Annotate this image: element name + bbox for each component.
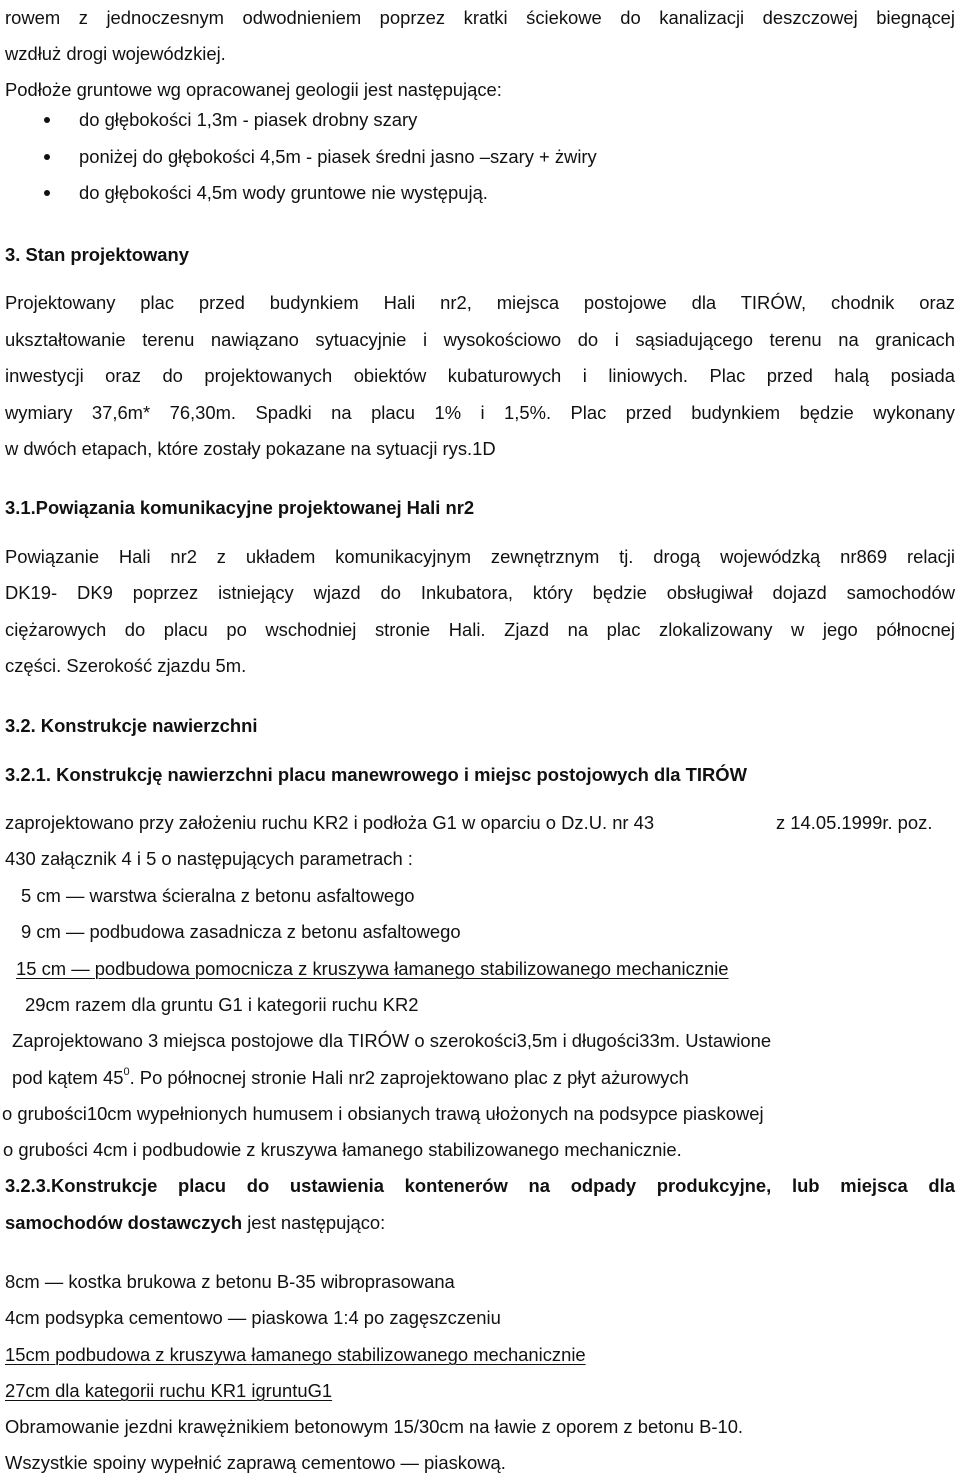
section-3-para-line: inwestycji oraz do projektowanych obiektów kubaturowych i liniowych. Plac przed halą posiada xyxy=(5,365,955,386)
section-3-2-3-heading: 3.2.3.Konstrukcje placu do ustawienia kontenerów na odpady produkcyjne, lub miejsca dla xyxy=(5,1175,955,1196)
layer-item: 5 cm — warstwa ścieralna z betonu asfaltowego xyxy=(21,885,415,906)
section-3-2-1-text-1: Zaprojektowano 3 miejsca postojowe dla TIRÓW o szerokości3,5m i długości33m. Ustawione xyxy=(12,1030,772,1051)
bullet-item: poniżej do głębokości 4,5m - piasek średni jasno –szary + żwiry xyxy=(79,146,597,167)
layer-item: 4cm podsypka cementowo — piaskowa 1:4 po zagęszczeniu xyxy=(5,1307,501,1328)
section-3-2-3-text-1: Obramowanie jezdni krawężnikiem betonowym 15/30cm na ławie z oporem z betonu B-10. xyxy=(5,1416,744,1437)
section-3-heading: 3. Stan projektowany xyxy=(5,244,189,265)
section-3-para-line: wymiary 37,6m* 76,30m. Spadki na placu 1% i 1,5%. Plac przed budynkiem będzie wykonany xyxy=(5,402,955,423)
section-3-1-heading: 3.1.Powiązania komunikacyjne projektowanej Hali nr2 xyxy=(5,497,475,518)
section-3-2-1-text-4: o grubości 4cm i podbudowie z kruszywa łamanego stabilizowanego mechanicznie. xyxy=(3,1139,682,1160)
section-3-2-1-text-2: pod kątem $45^0$. Po północnej stronie Hali nr2 zaprojektowano plac z płyt ażurowych xyxy=(12,1066,689,1088)
section-3-1-para-line: Powiązanie Hali nr2 z układem komunikacyjnym zewnętrznym tj. drogą wojewódzką nr869 relacji xyxy=(5,546,955,567)
layer-item: 15cm podbudowa z kruszywa łamanego stabilizowanego mechanicznie xyxy=(5,1344,586,1365)
layer-total: 27cm dla kategorii ruchu KR1 igruntuG1 xyxy=(5,1380,333,1401)
intro-line-3: Podłoże gruntowe wg opracowanej geologii jest następujące: xyxy=(5,79,502,100)
section-3-para-line: ukształtowanie terenu nawiązano sytuacyjnie i wysokościowo do i sąsiadującego terenu na granicach xyxy=(5,329,955,350)
section-3-1-para-line: części. Szerokość zjazdu 5m. xyxy=(5,655,247,676)
bullet-dot xyxy=(44,190,50,196)
layer-total: 29cm razem dla gruntu G1 i kategorii ruchu KR2 xyxy=(25,994,419,1015)
bullet-item: do głębokości 4,5m wody gruntowe nie występują. xyxy=(79,182,488,203)
intro-line-2: wzdłuż drogi wojewódzkiej. xyxy=(5,43,226,64)
section-3-para-line: w dwóch etapach, które zostały pokazane na sytuacji rys.1D xyxy=(5,438,496,459)
section-3-2-3-heading-line-2: samochodów dostawczych jest następująco: xyxy=(5,1212,386,1233)
section-3-2-heading: 3.2. Konstrukcje nawierzchni xyxy=(5,715,258,736)
section-3-2-1-line-2: 430 załącznik 4 i 5 o następujących parametrach : xyxy=(5,848,413,869)
bullet-dot xyxy=(44,117,50,123)
bullet-item: do głębokości 1,3m - piasek drobny szary xyxy=(79,109,418,130)
intro-line-1: rowem z jednoczesnym odwodnieniem poprzez kratki ściekowe do kanalizacji deszczowej biegnącej xyxy=(5,7,955,28)
section-3-para-line: Projektowany plac przed budynkiem Hali nr2, miejsca postojowe dla TIRÓW, chodnik oraz xyxy=(5,292,955,313)
section-3-1-para-line: DK19- DK9 poprzez istniejący wjazd do Inkubatora, który będzie obsługiwał dojazd samochodów xyxy=(5,582,955,603)
section-3-2-1-line-1a: zaprojektowano przy założeniu ruchu KR2 i podłoża G1 w oparciu o Dz.U. nr 43 xyxy=(5,812,655,833)
section-3-2-1-line-1b: z 14.05.1999r. poz. xyxy=(776,812,933,833)
section-3-2-3-text-2: Wszystkie spoiny wypełnić zaprawą cementowo — piaskową. xyxy=(5,1452,506,1473)
layer-item: 15 cm — podbudowa pomocnicza z kruszywa łamanego stabilizowanego mechanicznie xyxy=(16,958,729,979)
layer-item: 9 cm — podbudowa zasadnicza z betonu asfaltowego xyxy=(21,921,461,942)
section-3-1-para-line: ciężarowych do placu po wschodniej stronie Hali. Zjazd na plac zlokalizowany w jego północnej xyxy=(5,619,955,640)
section-3-2-1-heading: 3.2.1. Konstrukcję nawierzchni placu manewrowego i miejsc postojowych dla TIRÓW xyxy=(5,764,747,785)
layer-item: 8cm — kostka brukowa z betonu B-35 wibroprasowana xyxy=(5,1271,455,1292)
section-3-2-1-text-3: o grubości10cm wypełnionych humusem i obsianych trawą ułożonych na podsypce piaskowej xyxy=(2,1103,764,1124)
bullet-dot xyxy=(44,154,50,160)
